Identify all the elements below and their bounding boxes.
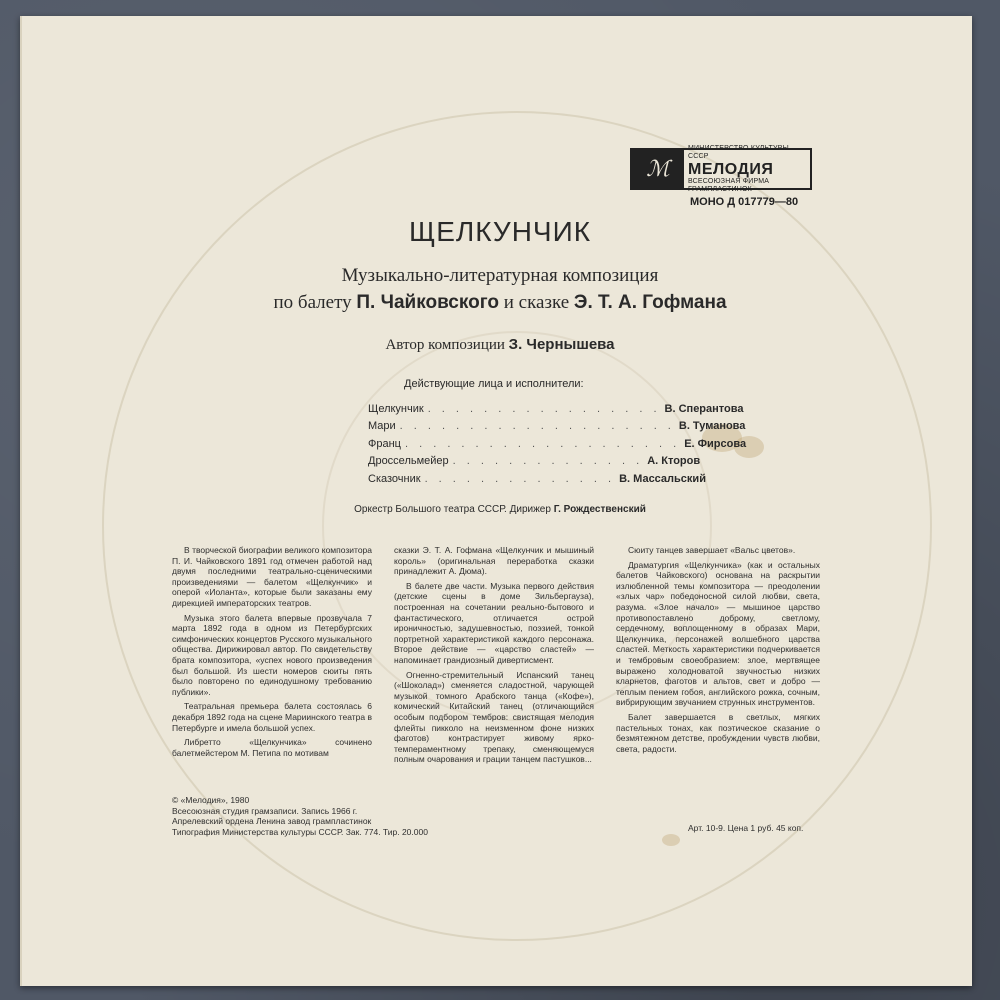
- leader-dots: . . . . . . . . . . . . . . . . . . . .: [404, 437, 681, 450]
- cast-heading: Действующие лица и исполнители:: [404, 378, 584, 390]
- subtitle-line-2: [0, 292, 1000, 314]
- paragraph: Драматургия «Щелкунчика» (как и остальных балетов Чайковского) основана на раскрытии излюбленной темы композитора — преодолении «злых чар» победоносной силой любви, света, разума. «Злое начало» — мышиное царство противопоставлено доброму, светлому, сердечному, воплощенному в образах Мари, Щелкунчика, персонажей волшебного царства сластей. Меткость характеристики подчеркивается и тембровым своеобразием: злое, мертвящее выражено холодноватой звучностью низких кларнетов, фаготов и альтов, свет и добро — теплым пением гобоя, английского рожка, сочным, вибрирующим звучанием струнных инструментов.: [616, 559, 820, 708]
- writer-name: Э. Т. А. Гофмана: [573, 292, 727, 313]
- author-name: З. Чернышева: [508, 336, 615, 353]
- stain: [662, 834, 680, 846]
- logo-ministry: МИНИСТЕРСТВО КУЛЬТУРЫ СССР: [688, 144, 789, 160]
- cast-row: [368, 400, 744, 418]
- credit-line: Всесоюзная студия грамзаписи. Запись 1966 г.: [172, 805, 358, 816]
- liner-notes-column-1: [172, 545, 372, 762]
- liner-notes-column-3: [616, 545, 820, 758]
- paragraph: Огненно-стремительный Испанский танец («Шоколад») сменяется сладостной, чарующей музыкой томного Арабского танца («Кофе»), комический Китайский танец (отличающийся особым подбором тембров: свистящая мелодия флейты пикколо на неизменном фоне низких фаготов) контрастирует живому ярко-темпераментному трепаку, сменяющемуся полным очарования и грации танцем пастушков...: [394, 669, 594, 765]
- production-credits: [172, 795, 428, 837]
- credit-line: Апрелевский ордена Ленина завод грампластинок: [172, 816, 372, 826]
- paragraph: сказки Э. Т. А. Гофмана «Щелкунчик и мышиный король» (оригинальная переработка сказки принадлежит А. Дюма).: [394, 545, 594, 577]
- cast-role: Щелкунчик: [368, 402, 424, 415]
- cast-actor: Е. Фирсова: [684, 437, 747, 450]
- paragraph: В балете две части. Музыка первого действия (детские сцены в доме Зильбергауза), построенная на сочетании реально-бытового и фантастического, отличается острой ироничностью, задушевностью, поэзией, тонкой портретной характеристикой каждого персонажа. Второе действие — «царство сластей» — напоминает грандиозный дивертисмент.: [394, 580, 594, 665]
- subtitle-line-1: Музыкально-литературная композиция: [341, 265, 659, 286]
- leader-dots: . . . . . . . . . . . . . . . . . . . .: [399, 420, 675, 433]
- paragraph: Сюиту танцев завершает «Вальс цветов».: [628, 545, 796, 555]
- cast-row: [368, 470, 706, 488]
- album-title: ЩЕЛКУНЧИК: [408, 216, 592, 247]
- composition-author: [0, 336, 1000, 354]
- liner-notes-column-2: [394, 545, 594, 769]
- conductor-name: Г. Рождественский: [553, 504, 646, 515]
- cast-role: Сказочник: [368, 472, 421, 485]
- catalog-number: МОНО Д 017779—80: [690, 196, 799, 208]
- cast-list: [368, 400, 747, 488]
- cast-role: Франц: [368, 437, 401, 450]
- melodiya-logo: [630, 144, 812, 193]
- logo-text: [684, 144, 810, 193]
- cast-actor: А. Кторов: [647, 455, 701, 468]
- cast-row: [368, 435, 747, 453]
- leader-dots: . . . . . . . . . . . . . .: [452, 455, 644, 468]
- orchestra-credit: [0, 504, 1000, 515]
- paragraph: В творческой биографии великого композитора П. И. Чайковского 1891 год отмечен работой над двумя последними театрально-сценическими произведениями — балетом «Щелкунчик» и оперой «Иоланта», которые были заказаны ему дирекцией императорских театров.: [172, 545, 372, 608]
- cast-actor: В. Туманова: [678, 420, 746, 433]
- cast-row: [368, 418, 746, 436]
- subtitle-prefix: по балету: [273, 292, 357, 313]
- price-info: Арт. 10-9. Цена 1 руб. 45 коп.: [688, 823, 804, 833]
- logo-company: ВСЕСОЮЗНАЯ ФИРМА ГРАМПЛАСТИНОК: [688, 177, 770, 193]
- paragraph: Музыка этого балета впервые прозвучала 7 марта 1892 года в одном из Петербургских симфонических концертов Русского музыкального общества. Дирижировал автор. По свидетельству брата композитора, «успех нового произведения был большой. Из шести номеров сюиты пять было повторено по единодушному требованию публики».: [172, 612, 372, 697]
- record-sleeve-back: [20, 16, 972, 986]
- cast-row: [368, 453, 701, 471]
- paragraph: Балет завершается в светлых, мягких пастельных тонах, как поэтическое сказание о безмятежном детстве, пробуждении чувств любви, света, радости.: [616, 711, 820, 754]
- logo-name: МЕЛОДИЯ: [688, 160, 774, 178]
- credit-line: © «Мелодия», 1980: [172, 795, 250, 805]
- cast-actor: В. Массальский: [619, 472, 706, 485]
- author-label: Автор композиции: [385, 337, 509, 353]
- leader-dots: . . . . . . . . . . . . . .: [424, 472, 616, 485]
- paragraph: Либретто «Щелкунчика» сочинено балетмейстером М. Петипа по мотивам: [172, 737, 372, 758]
- leader-dots: . . . . . . . . . . . . . . . . .: [427, 402, 661, 415]
- orchestra-text: Оркестр Большого театра СССР. Дирижер: [354, 504, 554, 515]
- cast-actor: В. Сперантова: [664, 402, 744, 415]
- paragraph: Театральная премьера балета состоялась 6 декабря 1892 года на сцене Мариинского театра в Петербурге и имела большой успех.: [172, 701, 372, 733]
- credit-line: Типография Министерства культуры СССР. Зак. 774. Тир. 20.000: [172, 826, 428, 837]
- composer-name: П. Чайковского: [356, 292, 499, 313]
- cast-role: Мари: [368, 420, 396, 433]
- cast-role: Дроссельмейер: [368, 455, 449, 468]
- melodiya-logo-mark-icon: ℳ: [632, 150, 684, 188]
- subtitle-middle: и сказке: [498, 292, 574, 313]
